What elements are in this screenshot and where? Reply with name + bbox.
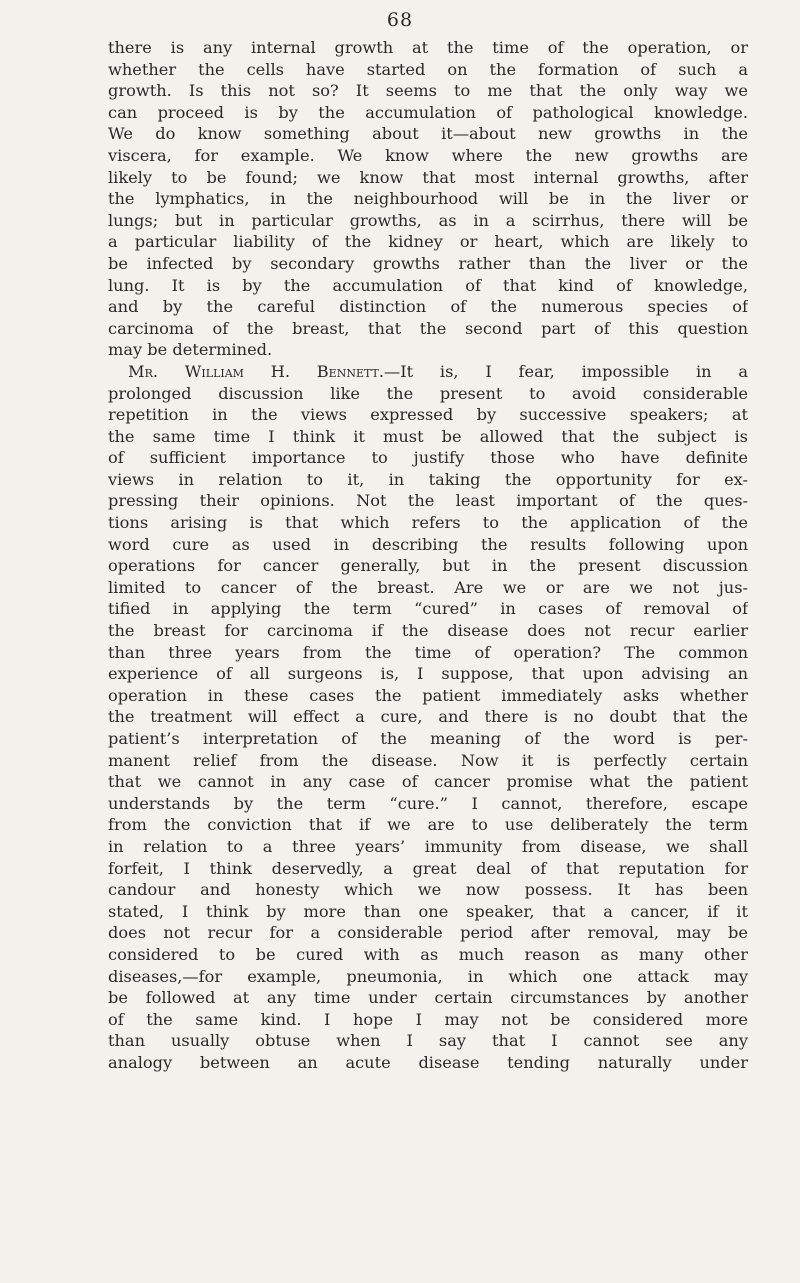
text-line: views in relation to it, in taking the opportunity for ex- [108, 469, 748, 489]
speaker-line-rest: —It is, I fear, impossible in a [384, 361, 748, 381]
text-line: whether the cells have started on the formation of such a [108, 59, 748, 79]
text-line: the lymphatics, in the neighbourhood will be in the liver or [108, 189, 748, 209]
text-line: be infected by secondary growths rather than the liver or the [108, 253, 748, 273]
text-line: diseases,—for example, pneumonia, in which one attack may [108, 966, 748, 986]
text-line: viscera, for example. We know where the new growths are [108, 145, 748, 165]
text-line: considered to be cured with as much reason as many other [108, 944, 748, 964]
text-line: than three years from the time of operation? The common [108, 642, 748, 662]
text-line: understands by the term “cure.” I cannot, therefore, escape [108, 793, 748, 813]
text-line: experience of all surgeons is, I suppose, that upon advising an [108, 664, 748, 684]
page-number: 68 [386, 9, 414, 31]
text-line: word cure as used in describing the results following upon [108, 534, 748, 554]
text-line: and by the careful distinction of the numerous species of [108, 297, 748, 317]
text-line: tions arising is that which refers to the application of the [108, 513, 748, 533]
text-line: of the same kind. I hope I may not be considered more [108, 1009, 748, 1029]
text-line: stated, I think by more than one speaker, that a cancer, if it [108, 901, 748, 921]
text-line: lungs; but in particular growths, as in a scirrhus, there will be [108, 210, 748, 230]
text-line: limited to cancer of the breast. Are we or are we not jus- [108, 577, 748, 597]
text-line: does not recur for a considerable period after removal, may be [108, 923, 748, 943]
text-line: pressing their opinions. Not the least important of the ques- [108, 491, 748, 511]
speaker-line [108, 361, 748, 383]
text-line: analogy between an acute disease tending naturally under [108, 1052, 748, 1072]
text-line: likely to be found; we know that most internal growths, after [108, 167, 748, 187]
text-line: of sufficient importance to justify those who have definite [108, 448, 748, 468]
paragraph-continued [108, 37, 748, 361]
text-line: prolonged discussion like the present to avoid considerable [108, 383, 748, 403]
text-line: tified in applying the term “cured” in cases of removal of [108, 599, 748, 619]
text-line: from the conviction that if we are to use deliberately the term [108, 815, 748, 835]
body-text [108, 37, 748, 1074]
text-line: than usually obtuse when I say that I cannot see any [108, 1031, 748, 1051]
text-line: be followed at any time under certain circumstances by another [108, 988, 748, 1008]
text-line: We do know something about it—about new growths in the [108, 124, 748, 144]
text-line: the same time I think it must be allowed that the subject is [108, 426, 748, 446]
speaker-name: Mr. William H. Bennett. [128, 361, 385, 381]
text-line: carcinoma of the breast, that the second part of this question [108, 318, 748, 338]
text-line: there is any internal growth at the time of the operation, or [108, 38, 748, 57]
text-line: candour and honesty which we now possess. It has been [108, 880, 748, 900]
text-line: repetition in the views expressed by successive speakers; at [108, 405, 748, 425]
text-line: lung. It is by the accumulation of that kind of knowledge, [108, 275, 748, 295]
text-line: a particular liability of the kidney or heart, which are likely to [108, 232, 748, 252]
text-line: operations for cancer generally, but in the present discussion [108, 556, 748, 576]
text-line: forfeit, I think deservedly, a great deal of that reputation for [108, 858, 748, 878]
text-line: operation in these cases the patient immediately asks whether [108, 685, 748, 705]
text-line: may be determined. [108, 340, 273, 360]
text-line: manent relief from the disease. Now it is perfectly certain [108, 750, 748, 770]
text-line: growth. Is this not so? It seems to me that the only way we [108, 81, 748, 101]
paragraph-bennett [108, 361, 748, 1074]
text-line: that we cannot in any case of cancer promise what the patient [108, 772, 748, 792]
text-line: the breast for carcinoma if the disease does not recur earlier [108, 621, 748, 641]
text-line: patient’s interpretation of the meaning of the word is per- [108, 729, 748, 748]
text-line: in relation to a three years’ immunity from disease, we shall [108, 836, 748, 856]
text-line: the treatment will effect a cure, and there is no doubt that the [108, 707, 748, 727]
text-line: can proceed is by the accumulation of pathological knowledge. [108, 102, 748, 122]
